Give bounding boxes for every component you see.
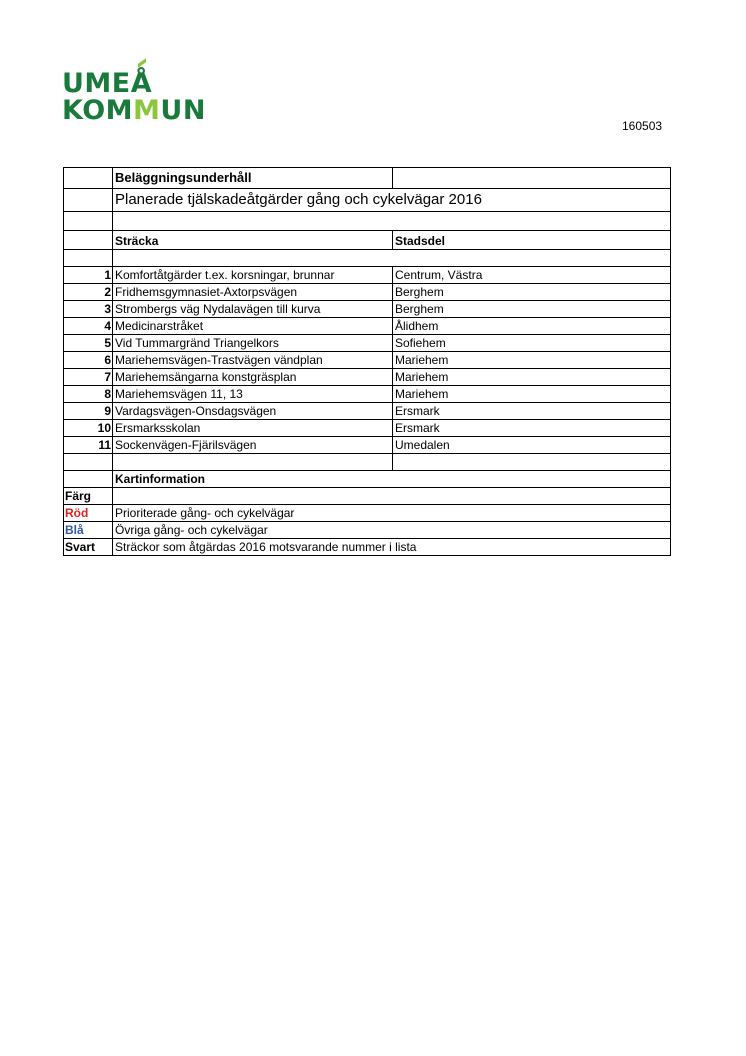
color-label-row: [64, 488, 671, 505]
legend-row: [64, 522, 671, 539]
spreadsheet-table: [63, 167, 671, 556]
sheet-title: Beläggningsunderhåll: [113, 168, 393, 189]
cell-empty: [113, 212, 671, 231]
row-district: Umedalen: [393, 437, 671, 454]
sheet-subtitle: Planerade tjälskadeåtgärder gång och cykelvägar 2016: [113, 189, 671, 212]
column-header-street: Sträcka: [113, 231, 393, 250]
logo-line-1: UMEÅ: [62, 68, 153, 99]
legend-text-blue: Övriga gång- och cykelvägar: [113, 522, 671, 539]
row-district: Centrum, Västra: [393, 267, 671, 284]
row-district: Berghem: [393, 284, 671, 301]
row-street: Fridhemsgymnasiet-Axtorpsvägen: [113, 284, 393, 301]
row-number: 2: [64, 284, 113, 301]
row-street: Medicinarstråket: [113, 318, 393, 335]
table-row: [64, 318, 671, 335]
cell-empty: [113, 250, 671, 267]
umea-kommun-logo: [62, 70, 242, 132]
cell-empty: [393, 168, 671, 189]
table-row: [64, 369, 671, 386]
row-district: Ersmark: [393, 403, 671, 420]
color-label: Färg: [64, 488, 113, 505]
cell-empty: [64, 250, 113, 267]
subtitle-row: [64, 189, 671, 212]
row-district: Mariehem: [393, 352, 671, 369]
row-number: 6: [64, 352, 113, 369]
cell-empty: [64, 168, 113, 189]
row-street: Vardagsvägen-Onsdagsvägen: [113, 403, 393, 420]
cell-empty: [64, 454, 113, 471]
row-number: 11: [64, 437, 113, 454]
row-street: Mariehemsängarna konstgräsplan: [113, 369, 393, 386]
row-street: Strombergs väg Nydalavägen till kurva: [113, 301, 393, 318]
row-street: Komfortåtgärder t.ex. korsningar, brunnar: [113, 267, 393, 284]
table-row: [64, 352, 671, 369]
table-row: [64, 437, 671, 454]
cell-empty: [64, 212, 113, 231]
row-number: 7: [64, 369, 113, 386]
row-district: Ersmark: [393, 420, 671, 437]
legend-row: [64, 539, 671, 556]
map-info-heading: Kartinformation: [113, 471, 671, 488]
title-row: [64, 168, 671, 189]
table-row: [64, 335, 671, 352]
column-header-row: [64, 231, 671, 250]
legend-row: [64, 505, 671, 522]
row-number: 3: [64, 301, 113, 318]
row-number: 8: [64, 386, 113, 403]
cell-empty: [64, 471, 113, 488]
row-number: 9: [64, 403, 113, 420]
row-number: 4: [64, 318, 113, 335]
row-district: Mariehem: [393, 369, 671, 386]
row-number: 1: [64, 267, 113, 284]
row-number: 5: [64, 335, 113, 352]
blank-row: [64, 454, 671, 471]
map-info-header-row: [64, 471, 671, 488]
legend-label-red: Röd: [64, 505, 113, 522]
row-district: Sofiehem: [393, 335, 671, 352]
row-street: Sockenvägen-Fjärilsvägen: [113, 437, 393, 454]
blank-row: [64, 250, 671, 267]
row-street: Vid Tummargränd Triangelkors: [113, 335, 393, 352]
row-street: Mariehemsvägen 11, 13: [113, 386, 393, 403]
row-district: Ålidhem: [393, 318, 671, 335]
legend-text-black: Sträckor som åtgärdas 2016 motsvarande nummer i lista: [113, 539, 671, 556]
row-number: 10: [64, 420, 113, 437]
legend-label-blue: Blå: [64, 522, 113, 539]
row-street: Mariehemsvägen-Trastvägen vändplan: [113, 352, 393, 369]
legend-label-black: Svart: [64, 539, 113, 556]
table-row: [64, 386, 671, 403]
document-number: 160503: [622, 119, 663, 133]
cell-empty: [64, 231, 113, 250]
row-street: Ersmarksskolan: [113, 420, 393, 437]
legend-text-red: Prioriterade gång- och cykelvägar: [113, 505, 671, 522]
row-district: Berghem: [393, 301, 671, 318]
table-row: [64, 267, 671, 284]
table-row: [64, 403, 671, 420]
row-district: Mariehem: [393, 386, 671, 403]
cell-empty: [113, 454, 393, 471]
table-row: [64, 284, 671, 301]
cell-empty: [113, 488, 671, 505]
column-header-district: Stadsdel: [393, 231, 671, 250]
logo-line-2: KOMMUN: [62, 95, 206, 126]
blank-row: [64, 212, 671, 231]
table-row: [64, 301, 671, 318]
cell-empty: [393, 454, 671, 471]
table-row: [64, 420, 671, 437]
cell-empty: [64, 189, 113, 212]
